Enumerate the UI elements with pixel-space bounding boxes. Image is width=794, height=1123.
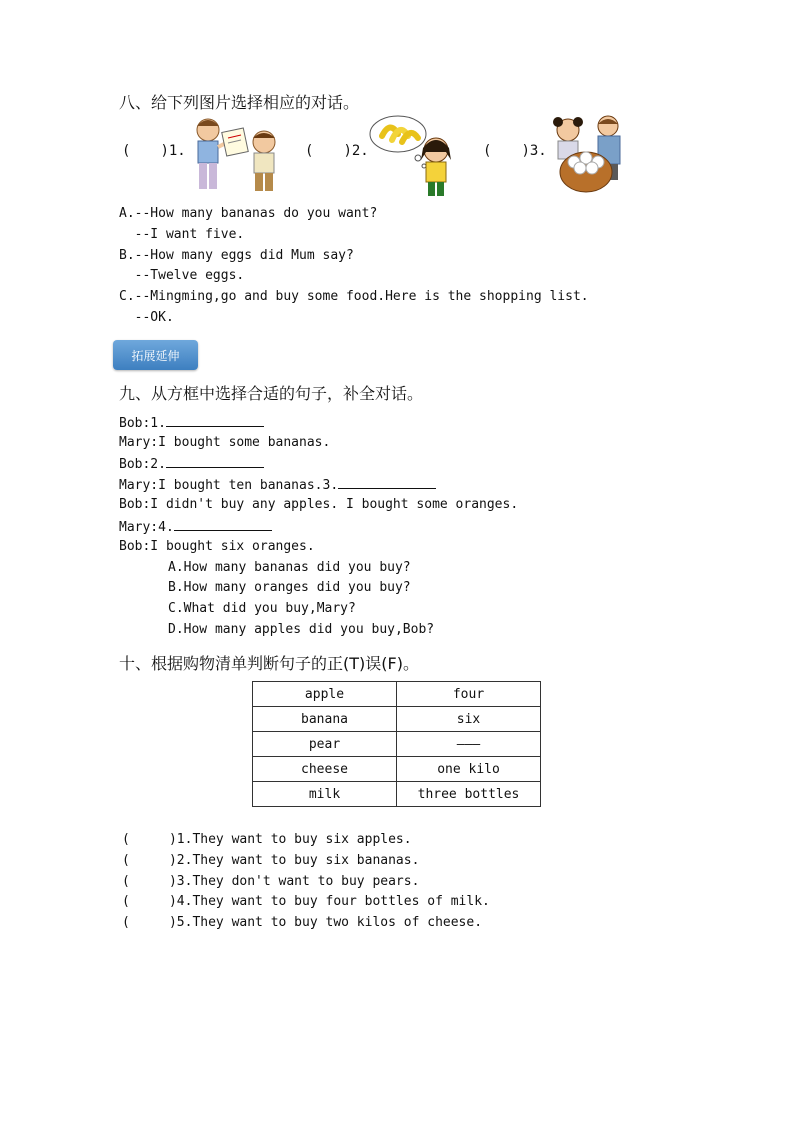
section10-title: 十、根据购物清单判断句子的正(T)误(F)。	[119, 654, 419, 673]
table-row	[253, 757, 541, 782]
option-d: D.How many apples did you buy,Bob?	[168, 622, 435, 637]
quantity-cell: three bottles	[397, 782, 541, 807]
dialogue-a-2: --I want five.	[119, 227, 245, 242]
dialog-line-5: Bob:I didn't buy any apples. I bought some oranges.	[119, 497, 519, 512]
item-cell: cheese	[253, 757, 397, 782]
option-a: A.How many bananas did you buy?	[168, 560, 411, 575]
item-cell: pear	[253, 732, 397, 757]
dialogue-a-1: A.--How many bananas do you want?	[119, 206, 378, 221]
answer-paren-3[interactable]: ( )3.	[483, 143, 547, 159]
dialogue-c-1: C.--Mingming,go and buy some food.Here is the shopping list.	[119, 289, 589, 304]
statement-2[interactable]: ( )2.They want to buy six bananas.	[122, 853, 420, 868]
answer-paren-1[interactable]: ( )1.	[122, 143, 186, 159]
dialogue-b-2: --Twelve eggs.	[119, 268, 245, 283]
section8-title: 八、给下列图片选择相应的对话。	[119, 93, 360, 112]
dialog-line-1: Bob:1.	[119, 414, 264, 431]
blank-2[interactable]	[166, 455, 264, 468]
picture-girl-mum-eggs	[546, 112, 646, 198]
table-row	[253, 682, 541, 707]
dialog-line-4: Mary:I bought ten bananas.3.	[119, 476, 436, 493]
dialogue-c-2: --OK.	[119, 310, 174, 325]
shopping-list-table	[252, 681, 541, 807]
option-b: B.How many oranges did you buy?	[168, 580, 411, 595]
picture-shopping-list-kids	[186, 112, 286, 198]
picture-girl-thinking-bananas	[368, 112, 468, 200]
dialog-line-7: Bob:I bought six oranges.	[119, 539, 315, 554]
quantity-cell: six	[397, 707, 541, 732]
answer-paren-2[interactable]: ( )2.	[305, 143, 369, 159]
dialogue-b-1: B.--How many eggs did Mum say?	[119, 248, 354, 263]
item-cell: milk	[253, 782, 397, 807]
table-row	[253, 707, 541, 732]
blank-4[interactable]	[174, 518, 272, 531]
section9-title: 九、从方框中选择合适的句子，补全对话。	[119, 384, 424, 403]
table-row	[253, 782, 541, 807]
extension-badge: 拓展延伸	[113, 340, 198, 370]
dialog-line-3: Bob:2.	[119, 455, 264, 472]
statement-5[interactable]: ( )5.They want to buy two kilos of cheese.	[122, 915, 483, 930]
item-cell: apple	[253, 682, 397, 707]
statement-3[interactable]: ( )3.They don't want to buy pears.	[122, 874, 420, 889]
blank-3[interactable]	[338, 476, 436, 489]
statement-1[interactable]: ( )1.They want to buy six apples.	[122, 832, 412, 847]
dialog-line-6: Mary:4.	[119, 518, 272, 535]
blank-1[interactable]	[166, 414, 264, 427]
dialog-line-2: Mary:I bought some bananas.	[119, 435, 331, 450]
table-row	[253, 732, 541, 757]
quantity-cell: four	[397, 682, 541, 707]
statement-4[interactable]: ( )4.They want to buy four bottles of milk.	[122, 894, 490, 909]
quantity-cell: one kilo	[397, 757, 541, 782]
option-c: C.What did you buy,Mary?	[168, 601, 356, 616]
item-cell: banana	[253, 707, 397, 732]
quantity-cell: ———	[397, 732, 541, 757]
